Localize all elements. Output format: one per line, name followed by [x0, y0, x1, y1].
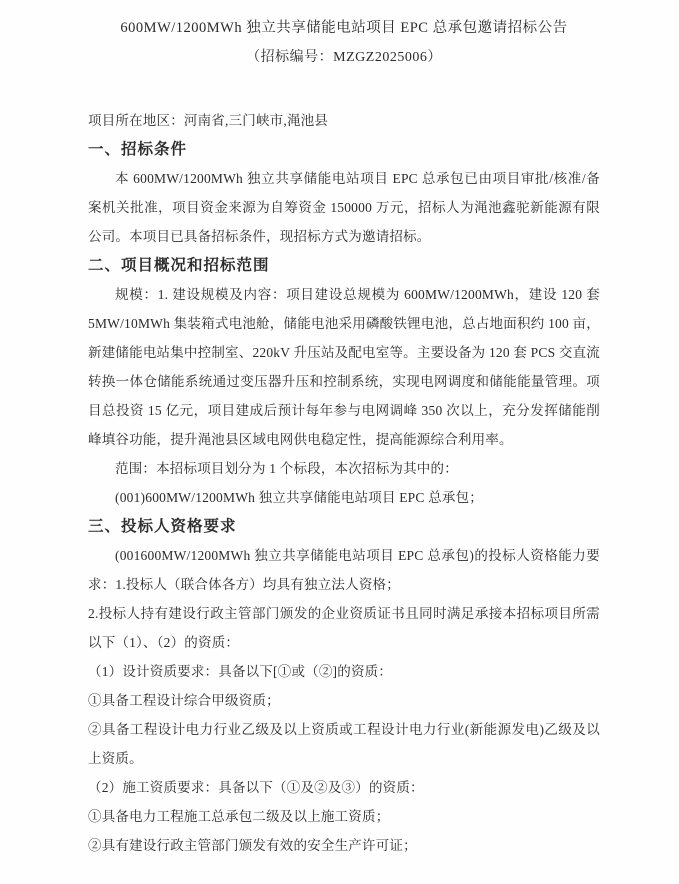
doc-paragraph: (001600MW/1200MWh 独立共享储能电站项目 EPC 总承包)的投标人资格能力要求：1.投标人（联合体各方）均具有独立法人资格； — [88, 548, 600, 592]
doc-paragraph: ②具有建设行政主管部门颁发有效的安全生产许可证； — [88, 838, 417, 853]
doc-paragraph: ②具备工程设计电力行业乙级及以上资质或工程设计电力行业(新能源发电)乙级及以上资质。 — [88, 722, 600, 766]
doc-paragraph: （2）施工资质要求：具备以下（①及②及③）的资质： — [88, 780, 424, 795]
doc-paragraph: ①具备工程设计综合甲级资质； — [88, 693, 280, 708]
doc-paragraph: 本 600MW/1200MWh 独立共享储能电站项目 EPC 总承包已由项目审批/核准/备案机关批准，项目资金来源为自筹资金 150000 万元，招标人为渑池鑫驼新能源有限公司。本项目已具备招标条件，现招标方式为邀请招标。 — [88, 171, 600, 244]
section-heading: 二、项目概况和招标范围 — [88, 257, 270, 274]
doc-paragraph: 规模：1. 建设规模及内容：项目建设总规模为 600MW/1200MWh，建设 120 套 5MW/10MWh 集装箱式电池舱，储能电池采用磷酸铁锂电池，总占地面积约 100 亩，新建储能电站集中控制室、220kV 升压站及配电室等。主要设备为 120 套 PCS 交直流转换一体仓储能系统通过变压器升压和控制系统，实现电网调度和储能能量管理。项目总投资 15 亿元，项目建成后预计每年参与电网调峰 350 次以上，充分发挥储能削峰填谷功能，提升渑池县区域电网供电稳定性，提高能源综合利用率。 — [88, 287, 600, 447]
doc-paragraph: 范围：本招标项目划分为 1 个标段，本次招标为其中的： — [115, 461, 458, 476]
section-heading: 一、招标条件 — [88, 141, 188, 158]
section-heading: 三、投标人资格要求 — [88, 518, 237, 535]
doc-paragraph: (001)600MW/1200MWh 独立共享储能电站项目 EPC 总承包； — [115, 490, 483, 505]
doc-paragraph: （1）设计资质要求：具备以下[①或（②]的资质： — [88, 664, 393, 679]
doc-subtitle: （招标编号：MZGZ2025006） — [246, 50, 442, 65]
doc-title: 600MW/1200MWh 独立共享储能电站项目 EPC 总承包邀请招标公告 — [120, 20, 568, 36]
project-location-line: 项目所在地区：河南省,三门峡市,渑池县 — [88, 113, 329, 128]
doc-paragraph: ①具备电力工程施工总承包二级及以上施工资质； — [88, 809, 390, 824]
doc-paragraph: 2.投标人持有建设行政主管部门颁发的企业资质证书且同时满足承接本招标项目所需以下（1）、（2）的资质： — [88, 606, 600, 650]
document-body — [88, 13, 600, 860]
